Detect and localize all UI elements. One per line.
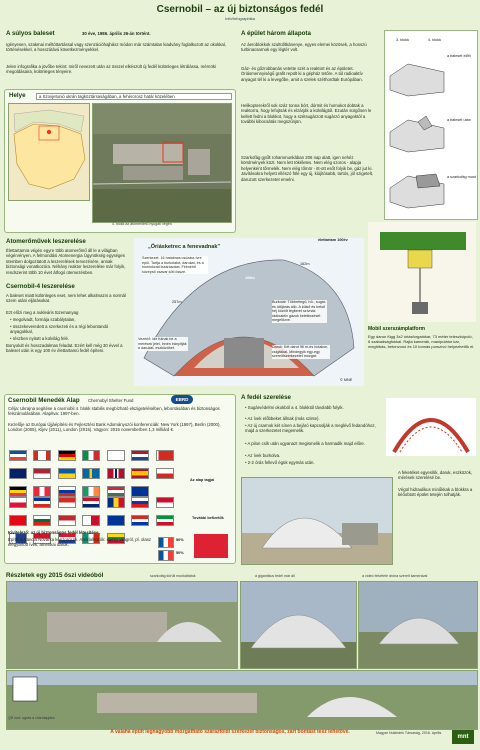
accident-heading: A súlyos baleset (6, 30, 55, 37)
photo-arch (240, 581, 357, 669)
dim-length: 162m (300, 262, 310, 266)
assembly-bullet-3: • Az új csarnok két sínen a bejáró kapcsolják a meglévő fedandóhoz, majd a szerkezetet megemelik. (245, 423, 385, 434)
photo-drone (358, 581, 478, 669)
builder-flag-fr (158, 537, 174, 548)
photo-aerial-1 (6, 581, 238, 669)
label-after: a baleset után (447, 118, 471, 122)
fund-builder-label: Kivitelező: az új biztonságos fedél létesítése. (8, 530, 100, 535)
builder-pct-2: 50% (176, 551, 184, 555)
states-p1: Az áeroblokkok szultülítkánenye, egyes elemei közösek, a hosszú turbinacsarnok egy légtér volt. (241, 42, 367, 53)
diagram-ventilation: Vezérlő: ide futnak be a mérések jelei, innen irányítják a darukat, eszközöket. (138, 337, 187, 350)
assembly-p2: Végül hidraulikus minűkkak a blokkra a kéőobtott épület tetején tolhatják. (398, 487, 473, 498)
assembly-bullet-2: • Az ívek előbbeket állnak (más szinte). (245, 416, 385, 421)
assembly-render (241, 477, 393, 565)
page-subtitle: Infó/Infographika (225, 16, 255, 21)
label-now: a szarkofág most (447, 175, 476, 179)
label-block3: 3. blokk (396, 38, 410, 42)
aerial-photo-plant (92, 103, 232, 223)
novarka-logo (194, 534, 228, 558)
chernobyl-marker (47, 130, 51, 134)
fund-heading: Csernobil Menedék Alap (8, 397, 80, 404)
block4-heading: Csernobil-4 leszerelése (6, 283, 75, 290)
location-caption: 4. blokk az atomerőmű nyugati végén (112, 222, 172, 226)
fund-builder: Építő: a francia Novarka konzorcium. Alvállalkozók: egész világról, pl. olasz elégyártott ívek, amerikai daruk. (8, 537, 152, 548)
diagram-steel: Szerkezet: 16 hatalmas csúzára ívre épül. Tartja a burkolatot, darukat, és a homlokzati lezárásokat. Félméhő középső csavar köti össze. (142, 256, 208, 274)
diagram-crane: Daruk: Két darut 96 m-es hídakon, csigákkal. Mindegyik egy-egy szerelőszerkezetet mozgat. (272, 345, 329, 358)
building-states-drawings (388, 46, 446, 214)
map-ukraine (8, 103, 90, 201)
qr-caption: QR kód: ugrás a videolapjára (8, 716, 55, 720)
block4-bullet-3: • részben nyitott a külvilág felé. (10, 336, 130, 341)
footer-statement: A valaha épült legnagyobb mozgatható szárazföldi szerkezet biztonságos, zárt bontást tesz lehetővé. (110, 729, 350, 735)
page-title: Csernobil – az új biztonságos fedél (156, 4, 324, 15)
crane-robot-illustration (368, 222, 476, 322)
footer-credit: Magyar Nukleáris Társaság, 2016. április (376, 731, 442, 735)
states-heading: A épület három állapota (241, 30, 311, 37)
fund-p2: Kezelője az Európai Újjáépítési és Fejlesztési Bank Adományozói konferenciák: New York (1997), Berlin (2000), London (2005), Kijev (2011), London (2015). Vagyon: 2015 novemberben 1,3 milliárd €. (8, 422, 221, 433)
states-p3: Helikopterekről sok száz tonna bórt, dórmit és homokot dobtak a reaktorra, hogy lefojtsák és elzárják a külvilágtól. Ezután sürgősen le kellett fedni a blokkot, hogy a szétsugárzott sugárzó anyagoktól a további kibocsátás megszűnjön. (241, 103, 372, 125)
diagram-cladding: Burkolat: Többrétegű, hő-, sugár- és időjárás álló. A külső és belső héj között légiteret szívnak radioaktív gázok keletkezését megelőzve. (272, 300, 327, 322)
robot-text: Egy darun függ 3x2 óriásforgatókar, 73 méter teleszkópoló, 6 szabadságfokkal. Rajta kamerák, manipulátor kar, meghibás, betonvonó és 10 tonnás porszívó helyezhetők el. (368, 334, 475, 349)
assembly-bullet-1: • Sugárvédelmi okokból a 4. blokktól távolabb folyik. (245, 405, 385, 410)
plants-text: Élettartamra végén egyre több atomerőmű áll le a világban végérvényen. A felmondási Atomenergia Ügynökség egységes ütemben dolgoztatott a leszerelések tervezésére, annak biztonsági vonatkozóra. Néhány reaktor leszerelése már folyik, rendszerint több 10 évet átfogó ütemezésben. (6, 248, 126, 275)
states-p2: Gáz- és gőzrobbanás vetette szét a reaktort és az épületet. Óriásmennyiségű grafit repült ki a gépház tetőre. A túl radioaktív anyagot tél ki a levegőbe, amit a szelek széthordtak Európában. (241, 66, 363, 82)
mnt-logo: mnt (452, 730, 474, 744)
assembly-bullet-4: • A pilon csík után ugyanazt megismelik a harmadik majd előre. (245, 441, 385, 446)
plants-heading: Atomerőművek leszerelése (6, 238, 86, 245)
diagram-lifetime: élettartam 100év (318, 238, 348, 242)
members-label: Az alap tagjai (190, 478, 215, 482)
assembly-heading: A fedél szerelése (241, 394, 291, 401)
location-text: a Szovjetunió ukrán tagköztársaságában, a fehérorosz határ közelében (36, 93, 232, 100)
states-p4: Szarkofág gyűlt rohammunkában 206 nap alatt, igen nehéz körülmények közt. Nem lett tökéletes. Nem elég szoros - alapja helyenként tőrmelék. Nem elég tőmör - itt-ott esőt folyik be, gáz jut ki. Javításokra helyett ellészó fölé egy új, kiújítósabb, tartós, jól szigetelt, daruzott szerkezetet emelni. (241, 155, 374, 182)
photo-caption-2: a gigantikus fedél már áll (255, 574, 295, 578)
diagram-credit: © MNE (340, 378, 353, 382)
block4-bullet-1: • megolvadt, formája szabálytalan, (10, 317, 130, 322)
fund-p1: Célja: Ukrajna segítése a csernobil 4. blokk stabilis megbízható elszigetelésében, lebontásában és biztonságos felszámolásában. Alapítva: 1997-ben. (8, 406, 220, 417)
label-block4: 4. blokk (428, 38, 442, 42)
builder-pct-1: 50% (176, 538, 184, 542)
ebrd-logo: EBRD (171, 395, 193, 404)
robot-heading: Mobil szerszámplatform (368, 326, 425, 332)
accident-date: 30 éve, 1986. április 26-án történt. (82, 31, 151, 36)
label-before: a baleset előtt (447, 54, 471, 58)
assembly-bullet-5: • Az ívek burkolva. (245, 453, 385, 458)
photos-heading: Részletek egy 2015 őszi videóból (6, 572, 104, 579)
location-heading: Helye (9, 92, 26, 99)
member-flags (8, 449, 188, 503)
photo-caption-1: szarkofág körüli munkáltatok (150, 574, 196, 578)
dim-height: 257m (172, 300, 182, 304)
photo-caption-3: a videó felvétele dróna szerelt kamerával (362, 574, 428, 578)
block4-bullet-2: • összekeveredett a szerkezeti és a régi lebontandó anyagokkal, (10, 324, 130, 335)
assembly-p: A feketéket egyesítik, daruk, eszközök, mérések szerelésé be. (398, 470, 473, 481)
fund-en: Chernobyl Shelter Fund (88, 398, 134, 403)
photo-panorama (6, 670, 478, 730)
accident-para2: Jelen infografika a jövőbe tekint: miről nevezett után az összel elkészült új fedél különleges létrálássa, mérnöki megoldásaira, különleges tényeire. (6, 64, 216, 75)
block4-intro: A baleset miatt különleges eset, nem lehet alkalmazni a normál üzem utáni eljárásokat. (6, 293, 126, 304)
donors-label: További befizetők (192, 516, 224, 520)
qr-code (13, 677, 37, 701)
dim-width: 108m (245, 276, 255, 280)
arch-lattice-drawing (386, 398, 476, 456)
builder-flag-2 (158, 550, 174, 561)
assembly-bullet-6: • 2-2 órás fellevő égük egymás után. (245, 460, 385, 465)
block4-lead: Ezt előzi meg a nukleáris tüzemanyag (6, 310, 79, 315)
accident-para1: Igényesen, szakmai méltóttartással vagy szenzációhajhász módon már számtalan kiadvány foglalkozott az okokkal, történésekkel, a hosszútávú következményekkel. (6, 42, 226, 53)
block4-after: Bonyolult és hosszadalmas feladat. Ezért kell még 30 évvel a baleset után is egy 100 év élettartamú fedél építeni. (6, 343, 123, 354)
diagram-title: „Óriásketrec a fenevadnak” (148, 244, 221, 250)
